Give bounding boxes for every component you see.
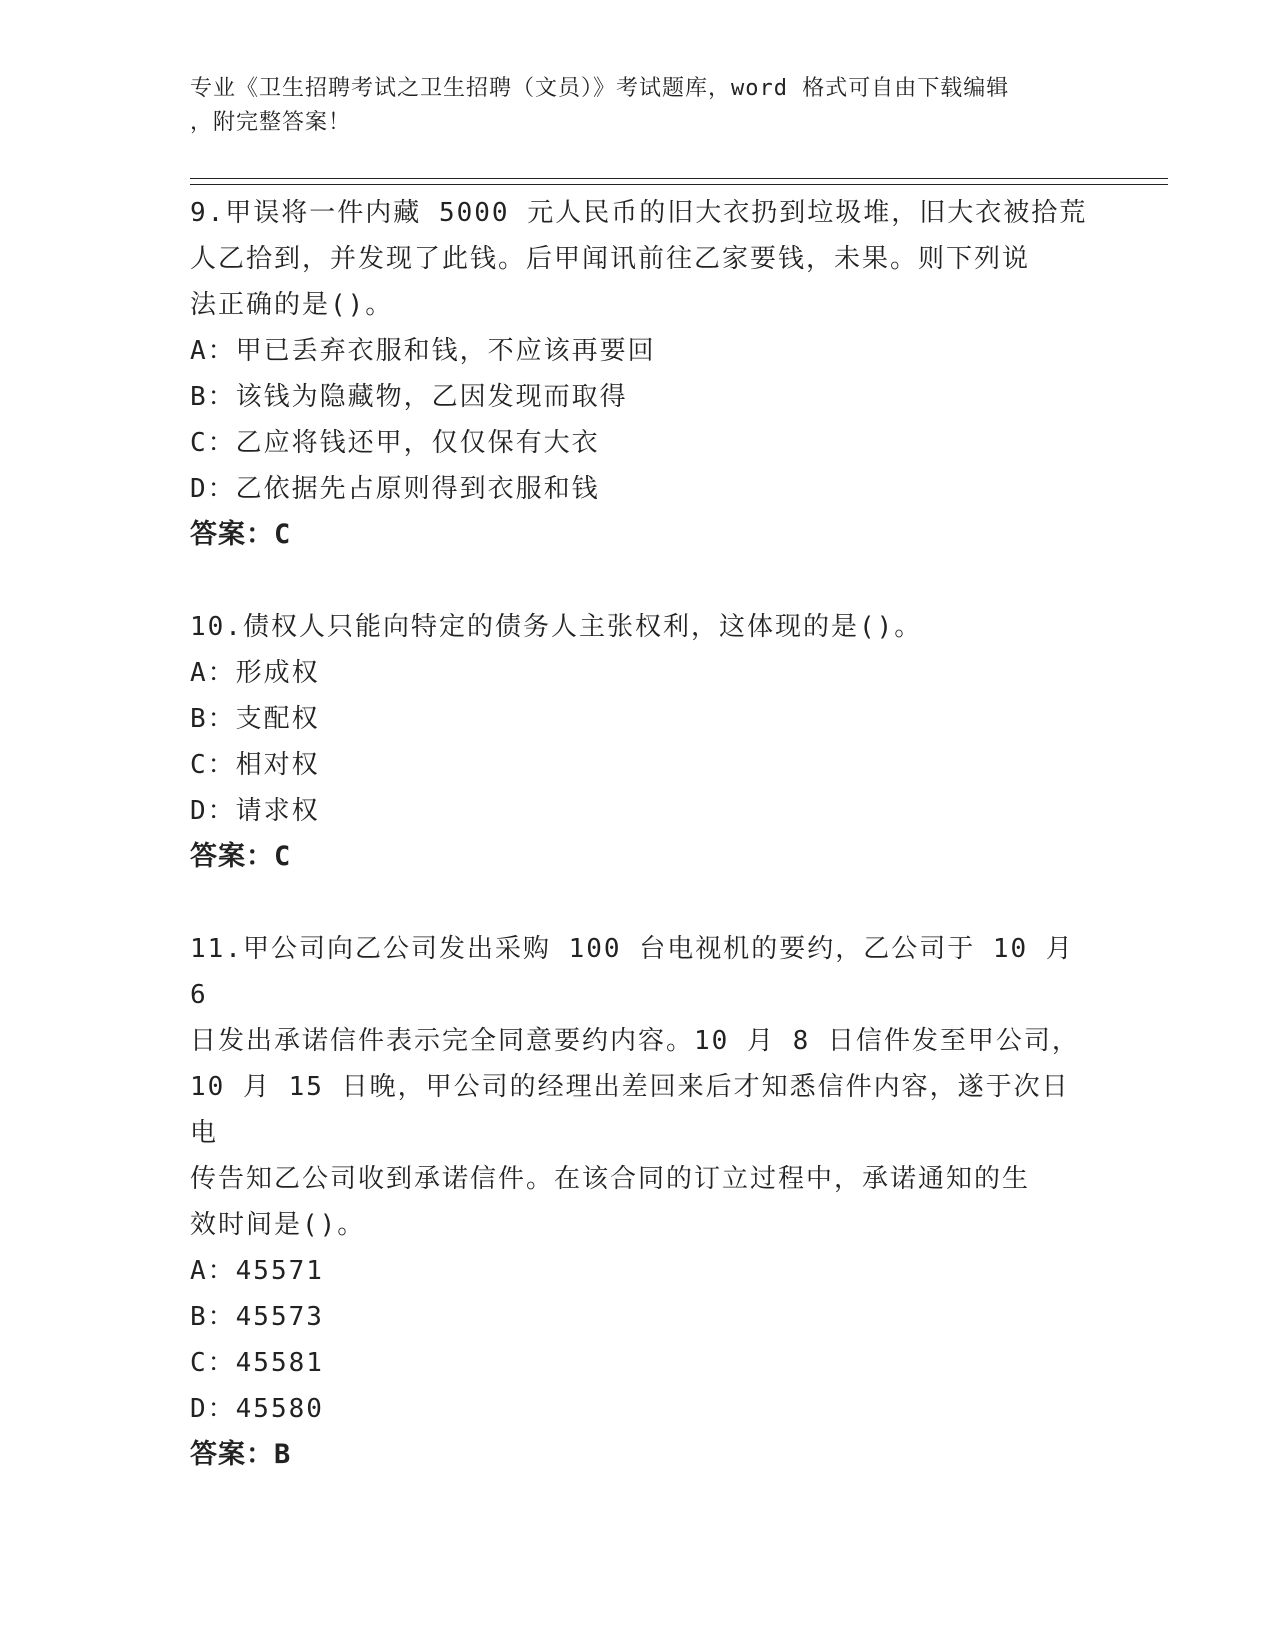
option-a: A：形成权	[190, 658, 320, 688]
question-stem-line: 人乙拾到，并发现了此钱。后甲闻讯前往乙家要钱，未果。则下列说	[190, 244, 1031, 274]
option-b: B：支配权	[190, 704, 320, 734]
header-line-2: ，附完整答案！	[190, 110, 352, 135]
document-header	[190, 72, 1090, 140]
question-stem-line: 效时间是()。	[190, 1210, 366, 1240]
question-stem-line: 11.甲公司向乙公司发出采购 100 台电视机的要约，乙公司于 10 月 6	[190, 934, 1074, 1010]
header-divider-top	[190, 178, 1168, 179]
question-stem-line: 10.债权人只能向特定的债务人主张权利，这体现的是()。	[190, 612, 923, 642]
option-d: D：乙依据先占原则得到衣服和钱	[190, 474, 600, 504]
question-stem-line: 10 月 15 日晚，甲公司的经理出差回来后才知悉信件内容，遂于次日电	[190, 1072, 1070, 1148]
question-10	[190, 604, 1090, 880]
option-c: C：45581	[190, 1348, 324, 1378]
option-a: A：45571	[190, 1256, 324, 1286]
option-d: D：请求权	[190, 796, 320, 826]
answer: 答案：C	[190, 841, 292, 872]
option-c: C：乙应将钱还甲，仅仅保有大衣	[190, 428, 600, 458]
answer: 答案：B	[190, 1439, 292, 1470]
header-line-1: 专业《卫生招聘考试之卫生招聘（文员）》考试题库，word 格式可自由下载编辑	[190, 76, 1010, 101]
question-stem-line: 传告知乙公司收到承诺信件。在该合同的订立过程中，承诺通知的生	[190, 1164, 1031, 1194]
option-c: C：相对权	[190, 750, 320, 780]
question-stem-line: 日发出承诺信件表示完全同意要约内容。10 月 8 日信件发至甲公司，	[190, 1026, 1080, 1056]
answer: 答案：C	[190, 519, 292, 550]
question-stem-line: 法正确的是()。	[190, 290, 394, 320]
question-11	[190, 926, 1090, 1478]
question-stem-line: 9.甲误将一件内藏 5000 元人民币的旧大衣扔到垃圾堆，旧大衣被拾荒	[190, 198, 1088, 228]
option-d: D：45580	[190, 1394, 324, 1424]
option-b: B：该钱为隐藏物，乙因发现而取得	[190, 382, 628, 412]
option-a: A：甲已丢弃衣服和钱，不应该再要回	[190, 336, 656, 366]
header-divider-bottom	[190, 184, 1168, 185]
option-b: B：45573	[190, 1302, 324, 1332]
question-9	[190, 190, 1090, 558]
